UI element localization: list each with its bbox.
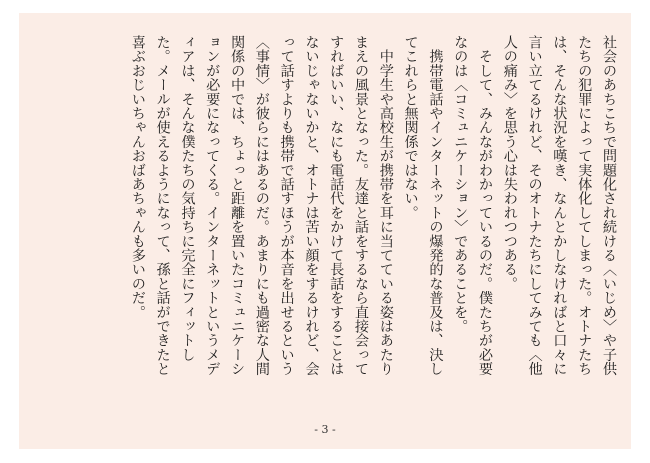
document-page [19, 13, 631, 449]
vertical-body-text [125, 35, 621, 387]
page-number: - 3 - [314, 423, 336, 436]
paragraph-3: 携帯電話やインターネットの爆発的な普及は、決してこれらと無関係ではない。 [402, 35, 444, 376]
paragraph-2: そして、みんながわかっているのだ。僕たちが必要なのは〈コミュニケーション〉であることを。 [452, 35, 494, 376]
paragraph-1: 社会のあちこちで問題化され続ける〈いじめ〉や子供たちの犯罪によって実体化してしまった。オトナたちは、そんな状況を嘆き、なんとかしなければと口々に言い立てるけれど、そのオトナたちにしてみても〈他人の痛み〉を思う心は失われつつある。 [501, 35, 617, 376]
paragraph-4: 中学生や高校生が携帯を耳に当てている姿はあたりまえの風景となった。友達と話をするなら直接会ってすればいい、なにも電話代をかけて長話をすることはないじゃないかと、オトナは苦い顔をするけれど、会って話すよりも携帯で話すほうが本音を出せるという〈事情〉が彼らにはあるのだ。あまりにも過密な人間関係の中では、ちょっと距離を置いたコミュニケーションが必要になってくる。インターネットというメディアは、そんな僕たちの気持ちに完全にフィットした。メールが使えるようになって、孫と話ができたと喜ぶおじいちゃんおばあちゃんも多いのだ。 [129, 35, 394, 376]
